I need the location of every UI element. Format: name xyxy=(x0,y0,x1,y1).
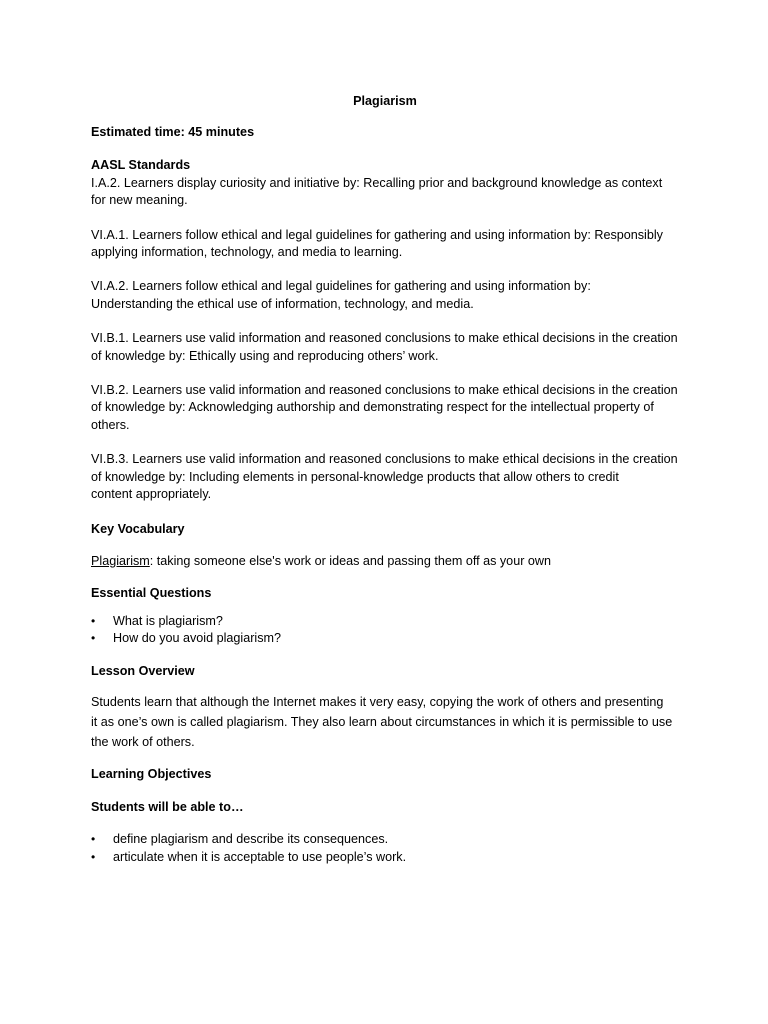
standard-line: VI.A.2. Learners follow ethical and legal guidelines for gathering and using information by: xyxy=(91,279,591,294)
estimated-time: Estimated time: 45 minutes xyxy=(91,125,255,139)
standard-line: VI.A.1. Learners follow ethical and legal guidelines for gathering and using information by: Responsibly xyxy=(91,227,663,242)
objective-text: articulate when it is acceptable to use people’s work. xyxy=(113,849,407,864)
standard-line: content appropriately. xyxy=(91,487,212,502)
standard-line: of knowledge by: Acknowledging authorship and demonstrating respect for the intellectual property of xyxy=(91,400,654,415)
standard-line: for new meaning. xyxy=(91,193,188,208)
objective-text: define plagiarism and describe its consequences. xyxy=(113,831,389,846)
overview-heading: Lesson Overview xyxy=(91,663,195,678)
question-text: How do you avoid plagiarism? xyxy=(113,631,282,646)
objectives-intro: Students will be able to… xyxy=(91,799,244,814)
standard-via2 xyxy=(91,278,691,313)
standard-line: applying information, technology, and media to learning. xyxy=(91,245,403,260)
standard-ia2 xyxy=(91,175,691,210)
question-text: What is plagiarism? xyxy=(113,613,223,628)
objectives-list xyxy=(91,831,691,866)
bullet-icon: • xyxy=(91,631,96,646)
vocab-term: Plagiarism xyxy=(91,553,150,568)
standard-line: VI.B.3. Learners use valid information and reasoned conclusions to make ethical decisions in the creation xyxy=(91,452,678,467)
questions-heading: Essential Questions xyxy=(91,586,212,601)
standard-line: VI.B.1. Learners use valid information and reasoned conclusions to make ethical decisions in the creation xyxy=(91,331,678,346)
standard-line: I.A.2. Learners display curiosity and initiative by: Recalling prior and background knowledge as context xyxy=(91,175,663,190)
list-item xyxy=(91,849,691,867)
standard-line: of knowledge by: Including elements in personal-knowledge products that allow others to credit xyxy=(91,469,619,484)
standard-vib3 xyxy=(91,451,691,503)
standard-line: VI.B.2. Learners use valid information and reasoned conclusions to make ethical decisions in the creation xyxy=(91,383,678,398)
overview-line: the work of others. xyxy=(91,734,195,749)
standard-via1 xyxy=(91,227,691,262)
standard-vib1 xyxy=(91,330,691,365)
overview-line: it as one’s own is called plagiarism. They also learn about circumstances in which it is permissible to use xyxy=(91,714,673,729)
standard-vib2 xyxy=(91,382,691,434)
bullet-icon: • xyxy=(91,613,96,628)
vocab-definition: : taking someone else's work or ideas and passing them off as your own xyxy=(149,553,551,568)
overview-paragraph xyxy=(91,693,691,752)
vocab-heading: Key Vocabulary xyxy=(91,521,185,536)
document-page xyxy=(91,92,691,866)
list-item xyxy=(91,613,691,631)
questions-list xyxy=(91,613,691,648)
overview-line: Students learn that although the Internet makes it very easy, copying the work of others and presenting xyxy=(91,695,664,710)
bullet-icon: • xyxy=(91,849,96,864)
objectives-heading: Learning Objectives xyxy=(91,767,212,782)
vocab-entry xyxy=(91,553,691,570)
list-item xyxy=(91,630,691,648)
list-item xyxy=(91,831,691,849)
standard-line: Understanding the ethical use of information, technology, and media. xyxy=(91,296,474,311)
bullet-icon: • xyxy=(91,831,96,846)
document-title: Plagiarism xyxy=(353,94,417,108)
standards-heading: AASL Standards xyxy=(91,158,191,173)
standard-line: others. xyxy=(91,417,130,432)
standard-line: of knowledge by: Ethically using and reproducing others’ work. xyxy=(91,348,439,363)
